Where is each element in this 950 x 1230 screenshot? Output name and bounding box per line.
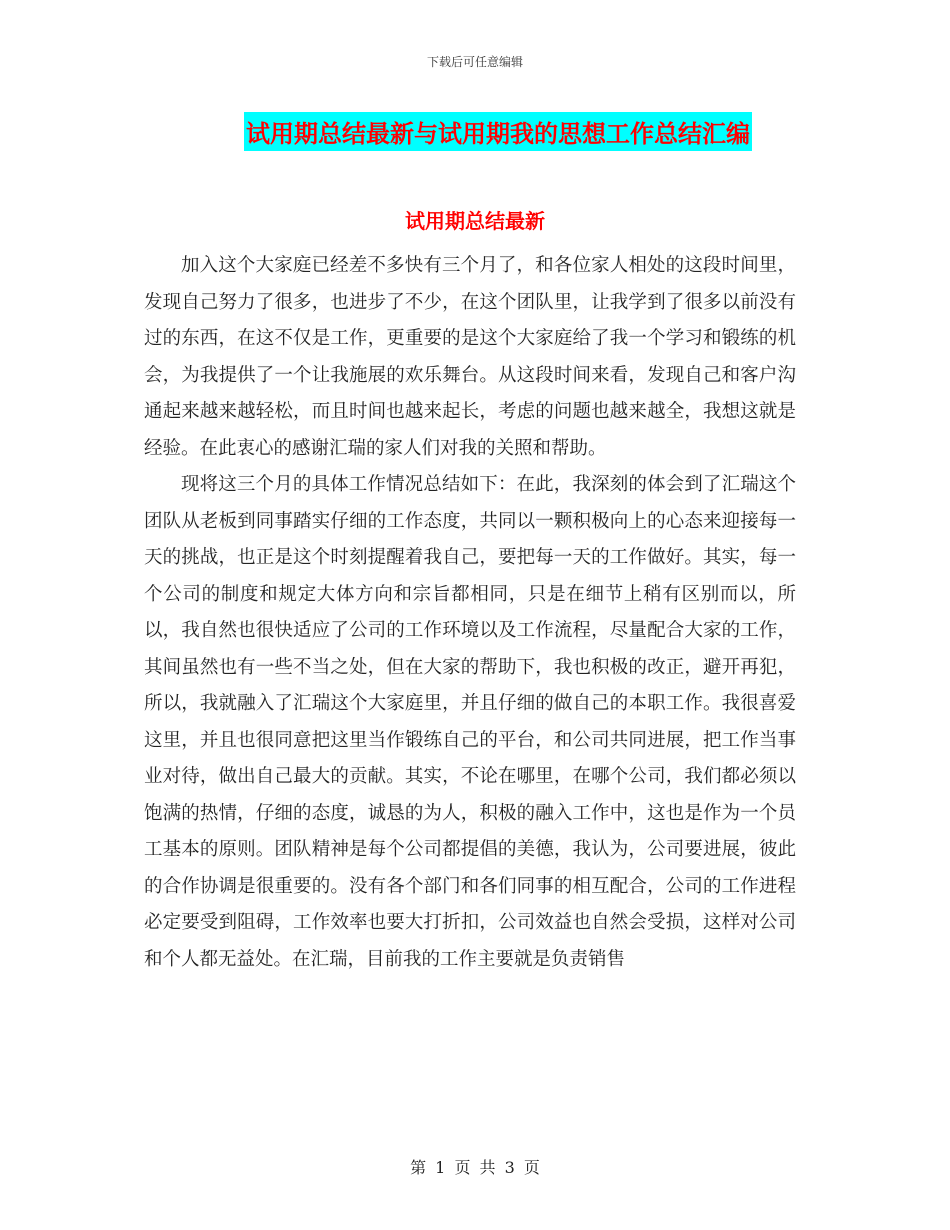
body-text bbox=[144, 248, 796, 978]
paragraph: 现将这三个月的具体工作情况总结如下：在此，我深刻的体会到了汇瑞这个团队从老板到同事踏实仔细的工作态度，共同以一颗积极向上的心态来迎接每一天的挑战，也正是这个时刻提醒着我自己，要把每一天的工作做好。其实，每一个公司的制度和规定大体方向和宗旨都相同，只是在细节上稍有区别而以，所以，我自然也很快适应了公司的工作环境以及工作流程，尽量配合大家的工作，其间虽然也有一些不当之处，但在大家的帮助下，我也积极的改正，避开再犯，所以，我就融入了汇瑞这个大家庭里，并且仔细的做自己的本职工作。我很喜爱这里，并且也很同意把这里当作锻练自己的平台，和公司共同进展，把工作当事业对待，做出自己最大的贡献。其实，不论在哪里，在哪个公司，我们都必须以饱满的热情，仔细的态度，诚恳的为人，积极的融入工作中，这也是作为一个员工基本的原则。团队精神是每个公司都提倡的美德，我认为，公司要进展，彼此的合作协调是很重要的。没有各个部门和各们同事的相互配合，公司的工作进程必定要受到阻碍，工作效率也要大打折扣，公司效益也自然会受损，这样对公司和个人都无益处。在汇瑞，目前我的工作主要就是负责销售 bbox=[144, 474, 796, 970]
section-title: 试用期总结最新 bbox=[405, 209, 545, 233]
paragraph: 加入这个大家庭已经差不多快有三个月了，和各位家人相处的这段时间里，发现自己努力了很多，也进步了不少，在这个团队里，让我学到了很多以前没有过的东西，在这不仅是工作，更重要的是这个大家庭给了我一个学习和锻练的机会，为我提供了一个让我施展的欢乐舞台。从这段时间来看，发现自己和客户沟通起来越来越轻松，而且时间也越来起长，考虑的问题也越来越全，我想这就是经验。在此衷心的感谢汇瑞的家人们对我的关照和帮助。 bbox=[144, 255, 796, 459]
main-title-container bbox=[0, 112, 950, 151]
page-footer: 第 1 页 共 3 页 bbox=[410, 1158, 540, 1177]
document-title: 试用期总结最新与试用期我的思想工作总结汇编 bbox=[244, 112, 752, 151]
header-note: 下载后可任意编辑 bbox=[426, 55, 523, 69]
